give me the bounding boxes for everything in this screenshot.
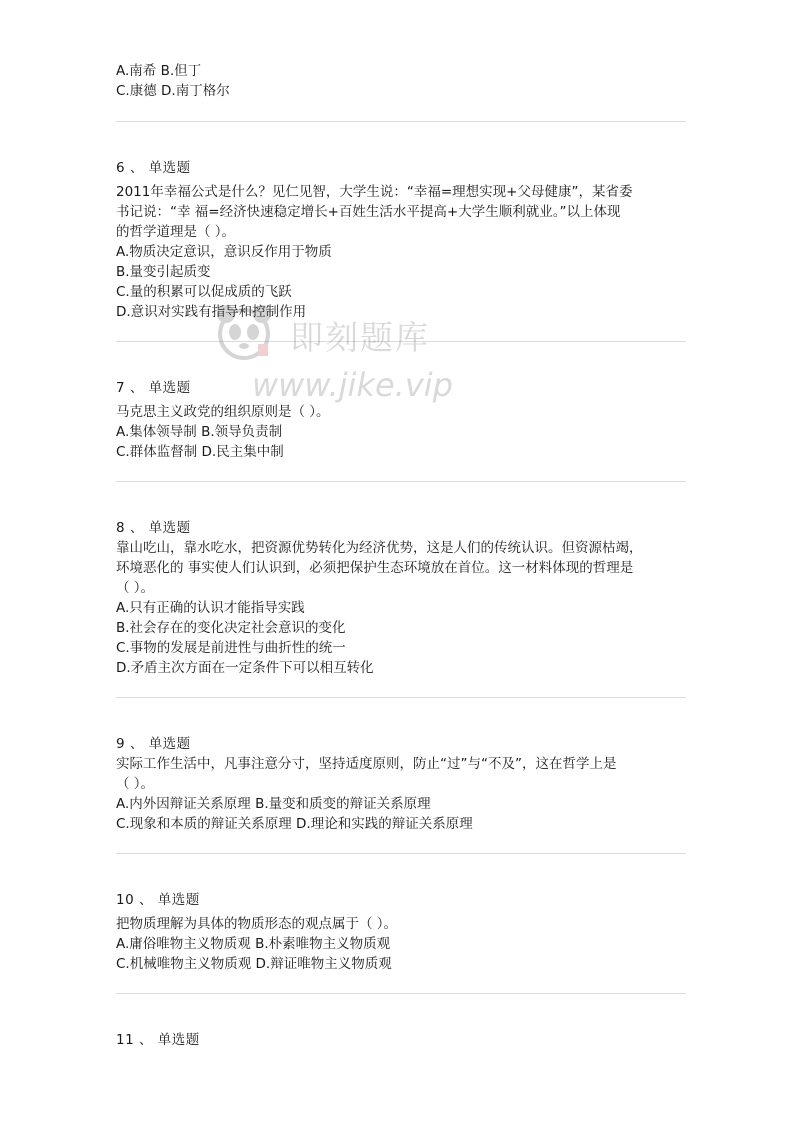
question-8-option-d: D.矛盾主次方面在一定条件下可以相互转化 (116, 660, 374, 676)
question-10-options-ab: A.庸俗唯物主义物质观 B.朴素唯物主义物质观 (116, 936, 391, 952)
prev-option-line-2: C.康德 D.南丁格尔 (116, 83, 230, 99)
question-7-options-cd: C.群体监督制 D.民主集中制 (116, 444, 284, 460)
question-7-options-ab: A.集体领导制 B.领导负责制 (116, 424, 283, 440)
question-10-header: 10 、 单选题 (116, 892, 200, 908)
question-11-header: 11 、 单选题 (116, 1032, 200, 1048)
question-9-options-cd: C.现象和本质的辩证关系原理 D.理论和实践的辩证关系原理 (116, 816, 473, 832)
question-7-stem-line-1: 马克思主义政党的组织原则是（ ）。 (116, 404, 330, 420)
question-8-stem-line-1: 靠山吃山，靠水吃水，把资源优势转化为经济优势，这是人们的传统认识。但资源枯竭， (116, 540, 643, 556)
question-8-option-a: A.只有正确的认识才能指导实践 (116, 600, 305, 616)
question-7-header: 7 、 单选题 (116, 380, 191, 396)
question-9-header: 9 、 单选题 (116, 736, 191, 752)
question-6-stem-line-1: 2011年幸福公式是什么？见仁见智，大学生说：“幸福=理想实现+父母健康”，某省委 (116, 184, 633, 200)
watermark-brand: 即刻题库 (290, 318, 430, 357)
question-8-stem-line-2: 环境恶化的 事实使人们认识到，必须把保护生态环境放在首位。这一材料体现的哲理是 (116, 560, 634, 576)
question-8-option-b: B.社会存在的变化决定社会意识的变化 (116, 620, 346, 636)
question-divider (116, 341, 686, 342)
question-divider (116, 993, 686, 994)
question-6-header: 6 、 单选题 (116, 160, 191, 176)
question-10-stem-line-1: 把物质理解为具体的物质形态的观点属于（ ）。 (116, 916, 398, 932)
watermark-url: www.jike.vip (252, 366, 453, 404)
question-9-options-ab: A.内外因辩证关系原理 B.量变和质变的辩证关系原理 (116, 796, 431, 812)
question-divider (116, 481, 686, 482)
question-divider (116, 121, 686, 122)
question-6-option-d: D.意识对实践有指导和控制作用 (116, 304, 307, 320)
question-divider (116, 853, 686, 854)
prev-option-line-1: A.南希 B.但丁 (116, 63, 202, 79)
question-8-header: 8 、 单选题 (116, 520, 191, 536)
question-6-stem-line-3: 的哲学道理是（ ）。 (116, 224, 236, 240)
question-8-option-c: C.事物的发展是前进性与曲折性的统一 (116, 640, 346, 656)
question-9-stem-line-2: （ ）。 (116, 776, 155, 792)
question-8-stem-line-3: （ ）。 (116, 580, 155, 596)
question-divider (116, 697, 686, 698)
question-6-option-a: A.物质决定意识，意识反作用于物质 (116, 244, 332, 260)
question-10-options-cd: C.机械唯物主义物质观 D.辩证唯物主义物质观 (116, 956, 392, 972)
question-6-option-c: C.量的积累可以促成质的飞跃 (116, 284, 292, 300)
question-9-stem-line-1: 实际工作生活中，凡事注意分寸，坚持适度原则，防止“过”与“不及”，这在哲学上是 (116, 756, 617, 772)
question-6-stem-line-2: 书记说：“幸 福=经济快速稳定增长+百姓生活水平提高+大学生顺利就业。”以上体现 (116, 204, 621, 220)
question-6-option-b: B.量变引起质变 (116, 264, 211, 280)
